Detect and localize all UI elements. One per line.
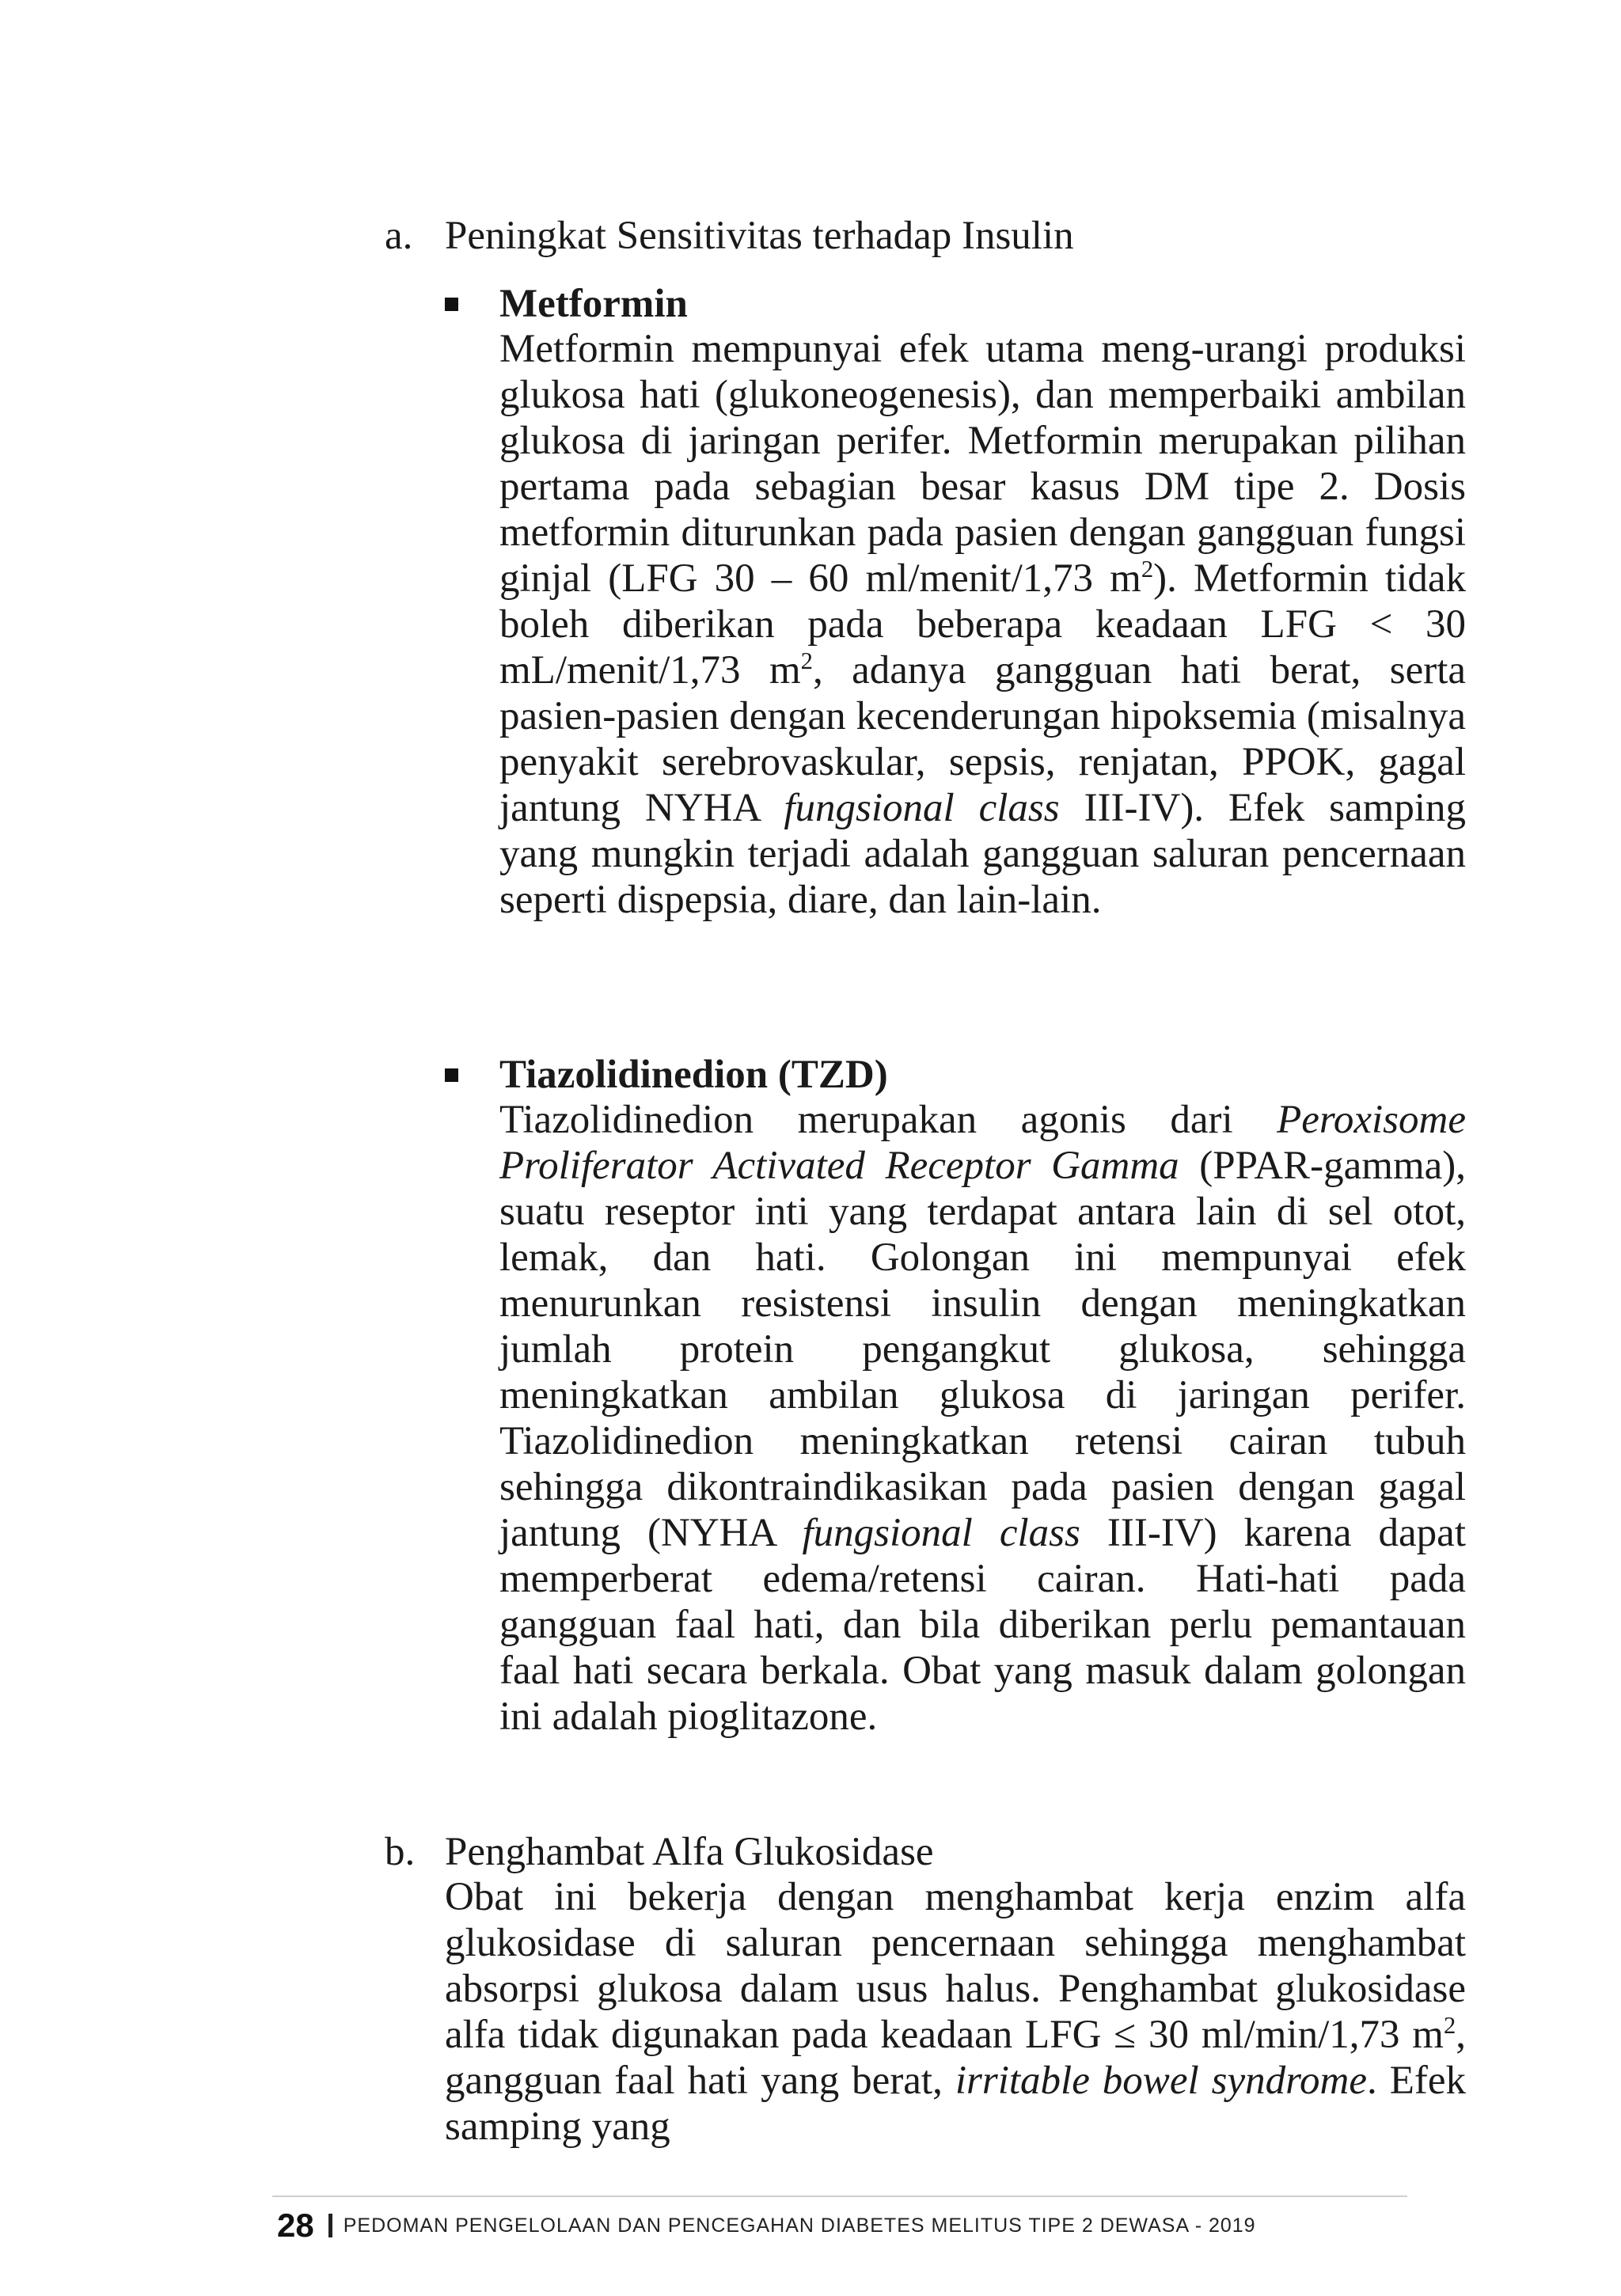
section-a <box>385 212 1467 1739</box>
footer-separator <box>328 2214 332 2237</box>
section-b-letter: b. <box>385 1830 416 1874</box>
tzd-paragraph <box>499 1097 1466 1740</box>
paragraph-text: III-IV) karena dapat memperberat edema/retensi cairan. Hati-hati pada gangguan faal hati, dan bila diberikan perlu pemantauan faal hati secara berkala. Obat yang masuk dalam golongan ini adalah pioglitazone. <box>499 1511 1466 1739</box>
section-a-letter: a. <box>385 214 413 258</box>
superscript-text: 2 <box>1141 556 1154 583</box>
metformin-title: Metformin <box>499 282 688 326</box>
paragraph-text: Obat ini bekerja dengan menghambat kerja enzim alfa glukosidase di saluran pencernaan sehingga menghambat absorpsi glukosa dalam usus halus. Penghambat glukosidase alfa tidak digunakan pada keadaan LFG ≤ 30 ml/min/1,73 m <box>445 1875 1466 2057</box>
section-a-title: Peningkat Sensitivitas terhadap Insulin <box>445 214 1074 258</box>
italic-text: Peroxisome Proliferator Activated Receptor Gamma <box>499 1098 1466 1188</box>
paragraph-text: Tiazolidinedion merupakan agonis dari <box>499 1098 1277 1142</box>
paragraph-text: (PPAR-gamma), suatu reseptor inti yang terdapat antara lain di sel otot, lemak, dan hati. Golongan ini mempunyai efek menurunkan resistensi insulin dengan meningkatkan jumlah protein pengangkut glukosa, sehingga meningkatkan ambilan glukosa di jaringan perifer. Tiazolidinedion meningkatkan retensi cairan tubuh sehingga dikontraindikasikan pada pasien dengan gagal jantung (NYHA <box>499 1144 1466 1555</box>
page-number: 28 <box>277 2207 314 2244</box>
section-b-title: Penghambat Alfa Glukosidase <box>445 1830 934 1874</box>
tzd-title: Tiazolidinedion (TZD) <box>499 1053 888 1097</box>
metformin-paragraph <box>499 326 1466 923</box>
paragraph-text: III-IV). Efek samping yang mungkin terjadi adalah gangguan saluran pencernaan seperti dispepsia, diare, dan lain-lain. <box>499 786 1467 922</box>
footer-divider <box>272 2195 1407 2197</box>
paragraph-text: . Efek samping yang <box>445 2059 1466 2149</box>
page-footer <box>277 2206 1256 2245</box>
section-b <box>385 1828 1466 2149</box>
footer-title: PEDOMAN PENGELOLAAN DAN PENCEGAHAN DIABETES MELITUS TIPE 2 DEWASA - 2019 <box>343 2214 1256 2237</box>
square-bullet-icon <box>445 1068 458 1082</box>
italic-text: fungsional class <box>784 786 1060 830</box>
paragraph-text: Metformin mempunyai efek utama meng-urangi produksi glukosa hati (glukoneogenesis), dan memperbaiki ambilan glukosa di jaringan perifer. Metformin merupakan pilihan pertama pada sebagian besar kasus DM tipe 2. Dosis metformin diturunkan pada pasien dengan gangguan fungsi ginjal (LFG 30 – 60 ml/menit/1,73 m <box>499 327 1466 601</box>
superscript-text: 2 <box>800 647 813 674</box>
paragraph-text: ). Metformin tidak boleh diberikan pada beberapa keadaan LFG < 30 mL/menit/1,73 m <box>499 556 1466 693</box>
square-bullet-icon <box>445 298 458 311</box>
section-a-heading <box>385 212 1466 260</box>
paragraph-text: , adanya gangguan hati berat, serta pasien-pasien dengan kecenderungan hipoksemia (misalnya penyakit serebrovaskular, sepsis, renjatan, PPOK, gagal jantung NYHA <box>499 648 1466 830</box>
section-b-paragraph <box>445 1874 1466 2150</box>
superscript-text: 2 <box>1443 2012 1456 2039</box>
section-b-heading <box>385 1828 1466 1876</box>
paragraph-text: , gangguan faal hati yang berat, <box>445 2013 1466 2103</box>
italic-text: irritable bowel syndrome <box>955 2059 1367 2103</box>
italic-text: fungsional class <box>802 1511 1080 1555</box>
